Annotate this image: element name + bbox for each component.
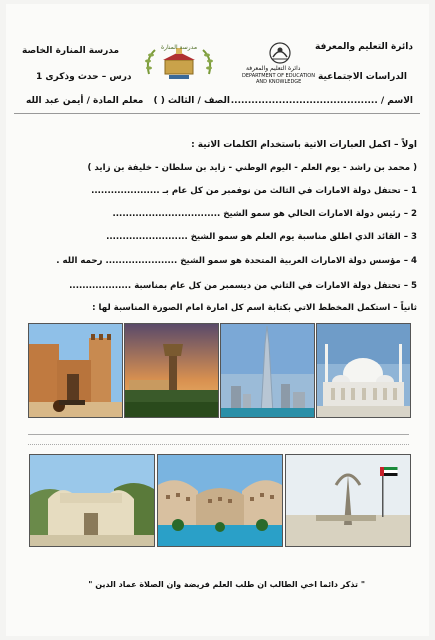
lesson-title: درس – حدث وذكرى 1 (36, 72, 132, 82)
photo-monument-sunset (124, 323, 219, 418)
question-4[interactable]: 4 – مؤسس دولة الامارات العربية المتحدة هو سمو الشيخ ...................... رحمه الله . (56, 256, 417, 266)
photo-resort (157, 454, 283, 547)
class-field[interactable]: الصف / الثالث ( ) (153, 96, 230, 106)
photo-monument-flag (285, 454, 411, 547)
section1-title: اولاً – اكمل العبارات الاتية باستخدام الكلمات الاتية : (191, 140, 417, 150)
question-2[interactable]: 2 – رئيس دولة الامارات الحالي هو سمو الشيخ ................................. (112, 209, 417, 219)
answer-line-1[interactable] (28, 434, 409, 435)
question-1[interactable]: 1 – تحتفل دولة الامارات في الثالث من نوفمبر من كل عام بـ ..................... (91, 186, 417, 196)
photo-fort-cannon (28, 323, 123, 418)
teacher-name: معلم المادة / أيمن عبد الله (26, 96, 144, 106)
school-logo: مدرسة المنارة (143, 44, 215, 88)
answer-line-2[interactable] (28, 444, 409, 445)
subject-name: الدراسات الاجتماعية (318, 72, 407, 82)
question-5[interactable]: 5 – تحتفل دولة الامارات في الثاني من ديسمبر من كل عام بمناسبة ................... (69, 281, 417, 291)
school-name: مدرسة المنارة الخاصة (22, 46, 120, 56)
section2-title: ثانياً – استكمل المخطط الاتي بكتابة اسم كل امارة امام الصورة المناسبة لها : (92, 303, 417, 313)
word-bank: ( محمد بن راشد - يوم العلم - اليوم الوطني - زايد بن سلطان - خليفة بن زايد ) (87, 163, 417, 173)
adek-logo: دائرة التعليم والمعرفة DEPARTMENT OF EDUCATION AND KNOWLEDGE (236, 40, 328, 88)
photo-mud-fort (29, 454, 155, 547)
header-divider (14, 113, 420, 114)
photo-tower (220, 323, 315, 418)
student-name-field[interactable]: الاسم / ........................................... (230, 96, 413, 106)
question-3[interactable]: 3 – القائد الذي اطلق مناسبة يوم العلم هو سمو الشيخ ......................... (106, 232, 417, 242)
photo-mosque (316, 323, 411, 418)
authority-name: دائرة التعليم والمعرفة (314, 42, 413, 52)
footer-quote: " تذكر دائما اخي الطالب ان طلب العلم فريضة وان الصلاة عماد الدين " (88, 580, 365, 589)
